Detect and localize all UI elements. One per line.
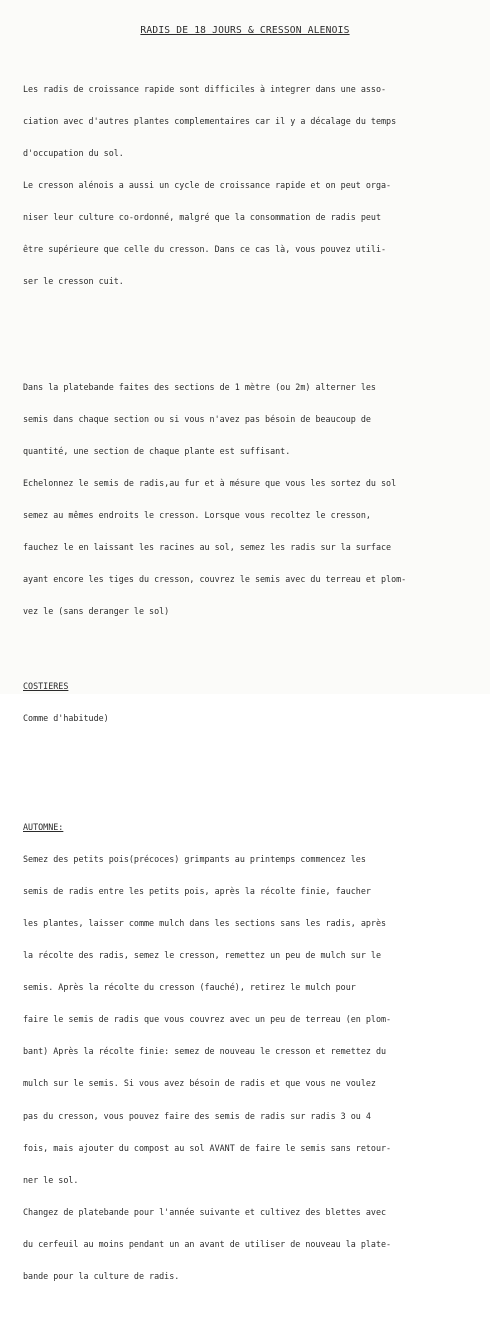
text-line: semez au mêmes endroits le cresson. Lorsque vous recoltez le cresson, xyxy=(23,510,371,521)
text-line: fois, mais ajouter du compost au sol AVANT de faire le semis sans retour- xyxy=(23,1142,392,1153)
text-line: faire le semis de radis que vous couvrez avec un peu de terreau (en plom- xyxy=(23,1014,392,1025)
spacer xyxy=(23,330,478,339)
text-line: Changez de platebande pour l'année suivante et cultivez des blettes avec xyxy=(23,1206,387,1217)
text-line: semis dans chaque section ou si vous n'avez pas bésoin de beaucoup de xyxy=(23,413,371,424)
text-line: du cerfeuil au moins pendant un an avant de utiliser de nouveau la plate- xyxy=(23,1238,392,1249)
text-line: ciation avec d'autres plantes complementaires car il y a décalage du temps xyxy=(23,115,397,126)
section-heading-automne: AUTOMNE: xyxy=(23,821,64,832)
text-line: ser le cresson cuit. xyxy=(23,276,124,287)
spacer xyxy=(23,767,478,779)
text-line: ner le sol. xyxy=(23,1174,79,1185)
text-line: vez le (sans deranger le sol) xyxy=(23,606,170,617)
text-line: Dans la platebande faites des sections de 1 mètre (ou 2m) alterner les xyxy=(23,381,376,392)
paragraph-intro xyxy=(23,62,478,308)
paragraph-platebande xyxy=(23,360,478,638)
text-line: pas du cresson, vous pouvez faire des semis de radis sur radis 3 ou 4 xyxy=(23,1110,371,1121)
text-line: bant) Après la récolte finie: semez de nouveau le cresson et remettez du xyxy=(23,1046,387,1057)
text-line: être supérieure que celle du cresson. Dans ce cas là, vous pouvez utili- xyxy=(23,244,387,255)
section-heading-costieres: COSTIERES xyxy=(23,681,69,692)
text-line: semis de radis entre les petits pois, après la récolte finie, faucher xyxy=(23,885,371,896)
text-line: les plantes, laisser comme mulch dans les sections sans les radis, après xyxy=(23,917,387,928)
section-automne xyxy=(23,800,478,1303)
text-line: Semez des petits pois(précoces) grimpants au printemps commencez les xyxy=(23,853,366,864)
text-line: niser leur culture co-ordonné, malgré que la consommation de radis peut xyxy=(23,212,381,223)
text-line: fauchez le en laissant les racines au sol, semez les radis sur la surface xyxy=(23,542,392,553)
title-text: RADIS DE 18 JOURS & CRESSON ALENOIS xyxy=(140,25,350,36)
page-title xyxy=(0,25,490,36)
text-line: Comme d'habitude) xyxy=(23,713,109,724)
document-body xyxy=(23,41,478,1324)
text-line: ayant encore les tiges du cresson, couvrez le semis avec du terreau et plom- xyxy=(23,574,407,585)
text-line: Les radis de croissance rapide sont difficiles à integrer dans une asso- xyxy=(23,83,387,94)
text-line: la récolte des radis, semez le cresson, remettez un peu de mulch sur le xyxy=(23,950,381,961)
text-line: mulch sur le semis. Si vous avez bésoin de radis et que vous ne voulez xyxy=(23,1078,376,1089)
text-line: d'occupation du sol. xyxy=(23,148,124,158)
text-line: Le cresson alénois a aussi un cycle de croissance rapide et on peut orga- xyxy=(23,180,392,191)
text-line: bande pour la culture de radis. xyxy=(23,1270,180,1281)
section-costieres xyxy=(23,660,478,746)
text-line: Echelonnez le semis de radis,au fur et à mésure que vous les sortez du sol xyxy=(23,477,397,488)
text-line: semis. Après la récolte du cresson (fauché), retirez le mulch pour xyxy=(23,982,356,993)
text-line: quantité, une section de chaque plante est suffisant. xyxy=(23,445,291,456)
